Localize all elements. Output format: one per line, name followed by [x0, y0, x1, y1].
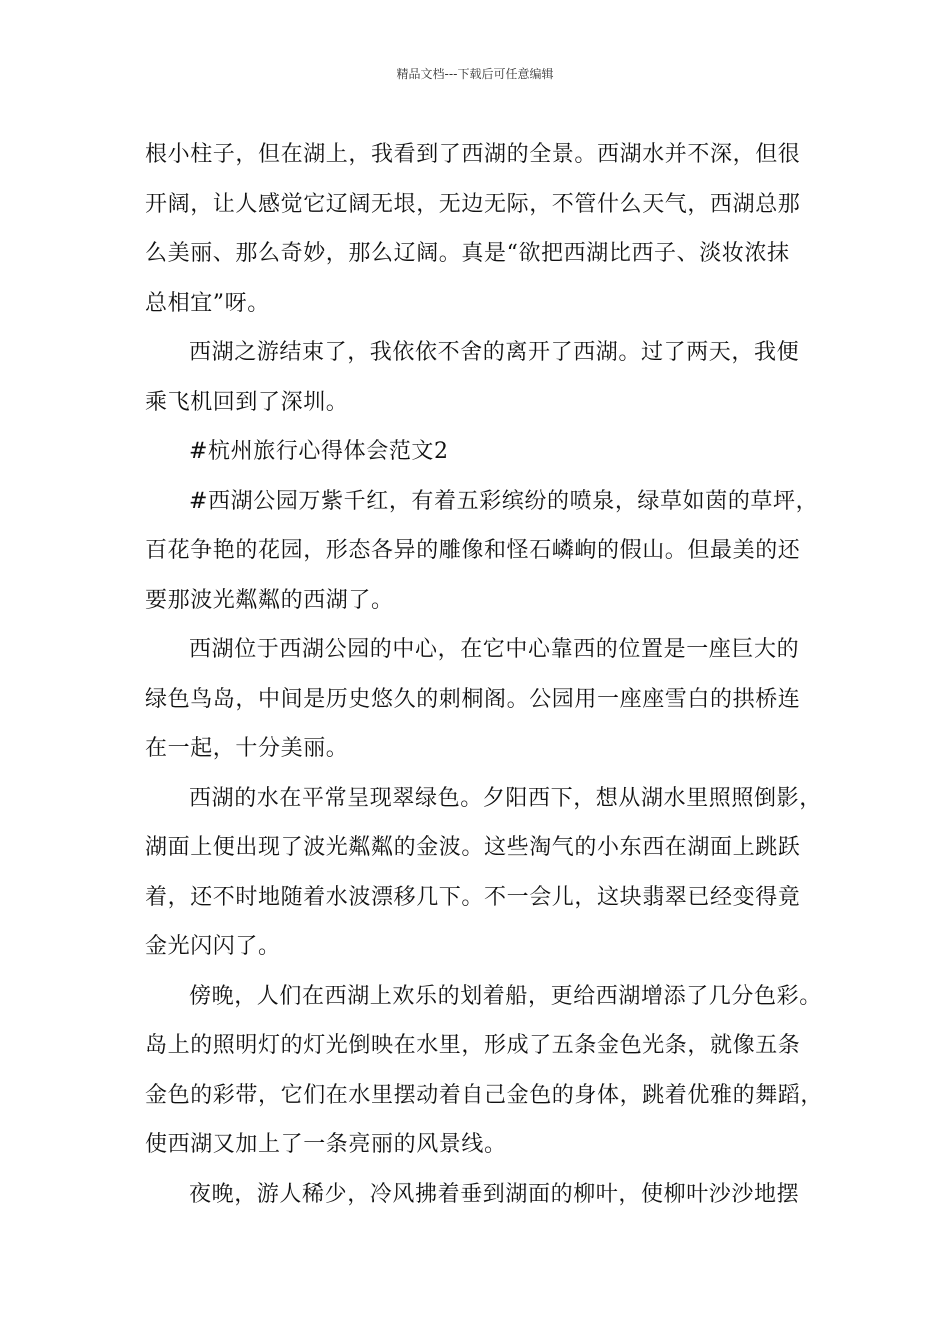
text-line: 金色的彩带，它们在水里摆动着自己金色的身体，跳着优雅的舞蹈，	[145, 1082, 824, 1108]
paragraph	[145, 427, 835, 477]
text-line: 西湖之游结束了，我依依不舍的离开了西湖。过了两天，我便	[189, 340, 800, 365]
paragraph	[145, 328, 835, 427]
paragraph	[145, 972, 835, 1170]
text-line: 傍晚，人们在西湖上欢乐的划着船，更给西湖增添了几分色彩。	[189, 983, 822, 1009]
text-line: 乘飞机回到了深圳。	[145, 389, 349, 415]
text-line: 总相宜”呀。	[145, 290, 270, 316]
paragraph	[145, 774, 835, 972]
text-line: 西湖的水在平常呈现翠绿色。夕阳西下，想从湖水里照照倒影，	[189, 785, 822, 811]
text-line: 要那波光粼粼的西湖了。	[145, 587, 394, 613]
text-line: 岛上的照明灯的灯光倒映在水里，形成了五条金色光条，就像五条	[145, 1033, 801, 1058]
text-line: 根小柱子，但在湖上，我看到了西湖的全景。西湖水并不深，但很	[145, 142, 801, 167]
text-line: 夜晚，游人稀少，冷风拂着垂到湖面的柳叶，使柳叶沙沙地摆	[189, 1181, 800, 1207]
document-body	[145, 130, 835, 1219]
text-line: 使西湖又加上了一条亮丽的风景线。	[145, 1132, 507, 1157]
paragraph	[145, 477, 835, 626]
paragraph	[145, 130, 835, 328]
text-line: 西湖位于西湖公园的中心，在它中心靠西的位置是一座巨大的	[189, 637, 800, 662]
paragraph	[145, 1170, 835, 1220]
text-line: 着，还不时地随着水波漂移几下。不一会儿，这块翡翠已经变得竟	[145, 884, 801, 910]
text-line: 开阔，让人感觉它辽阔无垠，无边无际，不管什么天气，西湖总那	[145, 191, 801, 217]
paragraph	[145, 625, 835, 774]
text-line: 湖面上便出现了波光粼粼的金波。这些淘气的小东西在湖面上跳跃	[145, 835, 801, 860]
page-header: 精品文档---下载后可任意编辑	[396, 67, 554, 81]
text-line: 绿色鸟岛，中间是历史悠久的刺桐阁。公园用一座座雪白的拱桥连	[145, 686, 801, 712]
text-line: #西湖公园万紫千红，有着五彩缤纷的喷泉，绿草如茵的草坪，	[189, 488, 819, 514]
text-line: 在一起，十分美丽。	[145, 736, 349, 761]
text-line: 金光闪闪了。	[145, 934, 281, 959]
text-line: #杭州旅行心得体会范文2	[189, 439, 449, 464]
text-line: 百花争艳的花园，形态各异的雕像和怪石嶙峋的假山。但最美的还	[145, 538, 801, 563]
text-line: 么美丽、那么奇妙，那么辽阔。真是“欲把西湖比西子、淡妆浓抹	[145, 241, 790, 266]
